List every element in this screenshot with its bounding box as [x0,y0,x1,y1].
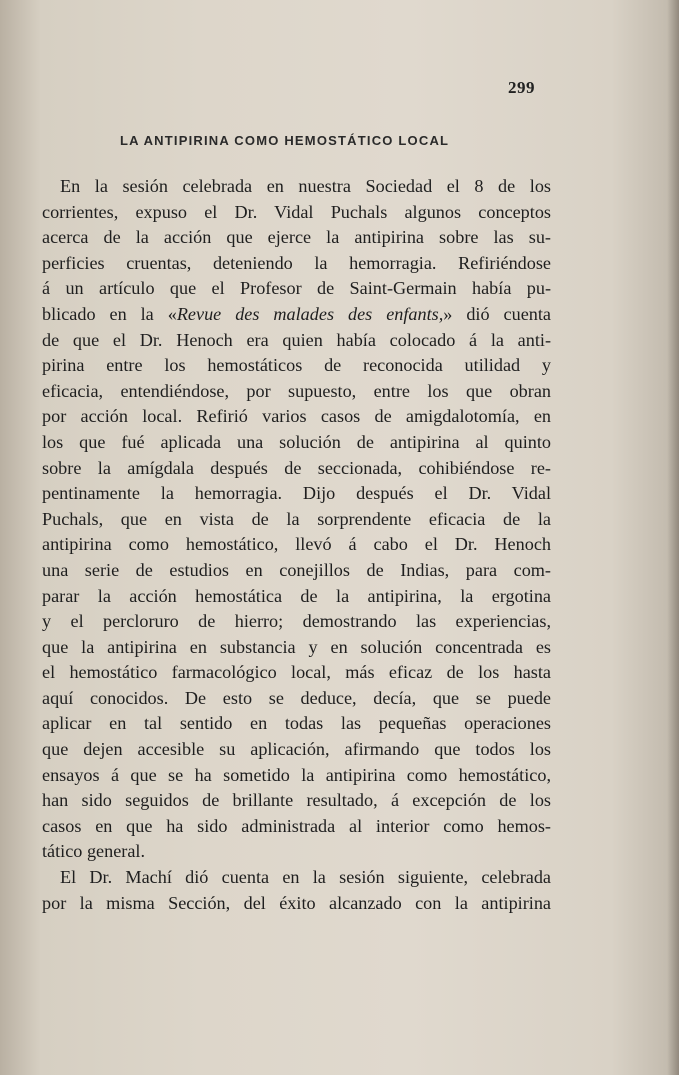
text-line: y el percloruro de hierro; demostrando las experiencias, [42,611,551,632]
text-line: que la antipirina en substancia y en solución concentrada es [42,636,551,657]
text-line: aquí conocidos. De esto se deduce, decía, que se puede [42,687,551,708]
text-line: Puchals, que en vista de la sorprendente eficacia de la [42,508,551,529]
text-line: aplicar en tal sentido en todas las pequeñas operaciones [42,713,551,734]
text-line: ensayos á que se ha sometido la antipirina como hemostático, [42,764,551,785]
journal-title: Revue des malades des enfants, [176,303,444,324]
text-line: casos en que ha sido administrada al interior como hemos- [42,815,551,836]
text-line: eficacia, entendiéndose, por supuesto, entre los que obran [42,380,551,401]
body-text [42,174,551,916]
text-line: parar la acción hemostática de la antipirina, la ergotina [42,585,551,606]
text-fragment: » dió cuenta [443,303,551,324]
text-line: han sido seguidos de brillante resultado, á excepción de los [42,790,551,811]
text-line: antipirina como hemostático, llevó á cabo el Dr. Henoch [42,534,551,555]
text-line: El Dr. Machí dió cuenta en la sesión siguiente, celebrada [60,867,551,888]
text-line: por acción local. Refirió varios casos de amigdalotomía, en [42,406,551,427]
text-line: que dejen accesible su aplicación, afirmando que todos los [42,739,551,760]
text-line: sobre la amígdala después de seccionada, cohibiéndose re- [42,457,551,478]
text-line: una serie de estudios en conejillos de Indias, para com- [42,559,551,580]
text-line: á un artículo que el Profesor de Saint-Germain había pu- [42,278,551,299]
text-line: tático general. [42,841,146,862]
text-fragment: blicado en la « [42,303,177,324]
text-line: acerca de la acción que ejerce la antipirina sobre las su- [42,227,551,248]
text-line-with-citation [42,302,551,328]
text-line: de que el Dr. Henoch era quien había colocado á la anti- [42,329,551,350]
text-line: perficies cruentas, deteniendo la hemorragia. Refiriéndose [42,252,551,273]
page-edge-shadow [667,0,679,1075]
text-line: el hemostático farmacológico local, más eficaz de los hasta [42,662,551,683]
running-title: LA ANTIPIRINA COMO HEMOSTÁTICO LOCAL [120,133,450,148]
text-line: pentinamente la hemorragia. Dijo después el Dr. Vidal [42,483,551,504]
text-line: pirina entre los hemostáticos de reconocida utilidad y [42,355,551,376]
text-line: los que fué aplicada una solución de antipirina al quinto [42,431,551,452]
page-number: 299 [508,78,535,97]
text-line: por la misma Sección, del éxito alcanzado con la antipirina [42,892,551,913]
text-line: En la sesión celebrada en nuestra Sociedad el 8 de los [60,176,551,196]
text-line: corrientes, expuso el Dr. Vidal Puchals algunos conceptos [42,201,551,222]
